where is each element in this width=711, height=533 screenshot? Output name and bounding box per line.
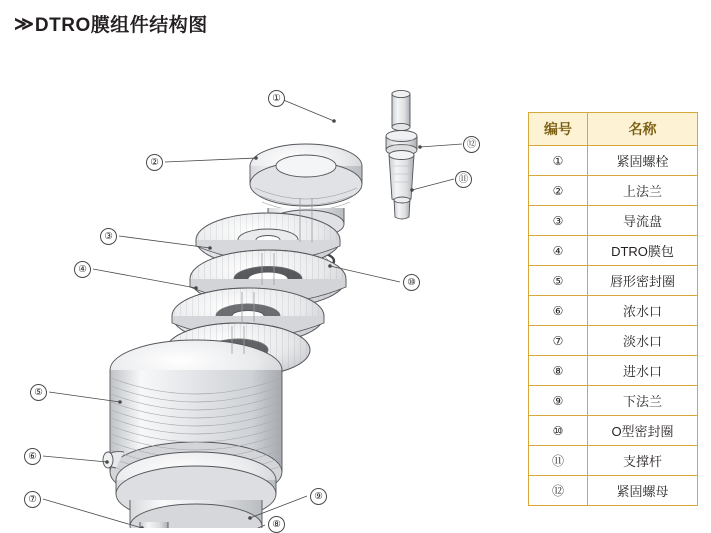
callout-1: ① — [268, 90, 285, 107]
row-name: 支撑杆 — [588, 446, 698, 476]
part-permeate-port — [140, 522, 168, 528]
part-lower-flange — [116, 452, 276, 528]
callout-12: ⑫ — [463, 136, 480, 153]
callout-4: ④ — [74, 261, 91, 278]
row-number: ⑥ — [529, 296, 588, 326]
table-row — [529, 236, 698, 266]
table-row — [529, 326, 698, 356]
row-number: ⑧ — [529, 356, 588, 386]
part-fastening-bolt — [392, 90, 410, 130]
row-number: ⑨ — [529, 386, 588, 416]
header-number: 编号 — [529, 113, 588, 146]
callout-6: ⑥ — [24, 448, 41, 465]
row-name: O型密封圈 — [588, 416, 698, 446]
page-title — [14, 10, 208, 37]
row-name: 下法兰 — [588, 386, 698, 416]
row-name: 浓水口 — [588, 296, 698, 326]
table-row — [529, 266, 698, 296]
table-header-row — [529, 113, 698, 146]
callout-8: ⑧ — [268, 516, 285, 533]
callout-10: ⑩ — [403, 274, 420, 291]
row-name: 导流盘 — [588, 206, 698, 236]
row-name: 淡水口 — [588, 326, 698, 356]
callout-3: ③ — [100, 228, 117, 245]
table-row — [529, 386, 698, 416]
row-number: ⑩ — [529, 416, 588, 446]
table-row — [529, 356, 698, 386]
diagram-svg — [0, 48, 520, 528]
row-name: 唇形密封圈 — [588, 266, 698, 296]
header-name: 名称 — [588, 113, 698, 146]
row-name: 进水口 — [588, 356, 698, 386]
table-row — [529, 146, 698, 176]
table-row — [529, 296, 698, 326]
table-row — [529, 476, 698, 506]
callout-11: ⑪ — [455, 171, 472, 188]
row-name: 上法兰 — [588, 176, 698, 206]
row-name: 紧固螺母 — [588, 476, 698, 506]
row-number: ⑫ — [529, 476, 588, 506]
table-row — [529, 206, 698, 236]
legend-table — [528, 112, 698, 506]
part-support-rod — [389, 151, 414, 220]
row-number: ⑪ — [529, 446, 588, 476]
table-row — [529, 446, 698, 476]
table-row — [529, 176, 698, 206]
exploded-diagram — [0, 48, 520, 528]
row-number: ⑤ — [529, 266, 588, 296]
callout-5: ⑤ — [30, 384, 47, 401]
row-number: ③ — [529, 206, 588, 236]
table-row — [529, 416, 698, 446]
row-number: ① — [529, 146, 588, 176]
row-number: ② — [529, 176, 588, 206]
row-number: ④ — [529, 236, 588, 266]
row-number: ⑦ — [529, 326, 588, 356]
row-name: 紧固螺栓 — [588, 146, 698, 176]
row-name: DTRO膜包 — [588, 236, 698, 266]
callout-2: ② — [146, 154, 163, 171]
callout-9: ⑨ — [310, 488, 327, 505]
callout-7: ⑦ — [24, 491, 41, 508]
page-title-text: DTRO膜组件结构图 — [34, 15, 208, 36]
chevron-right-icon: ≫ — [14, 14, 31, 35]
